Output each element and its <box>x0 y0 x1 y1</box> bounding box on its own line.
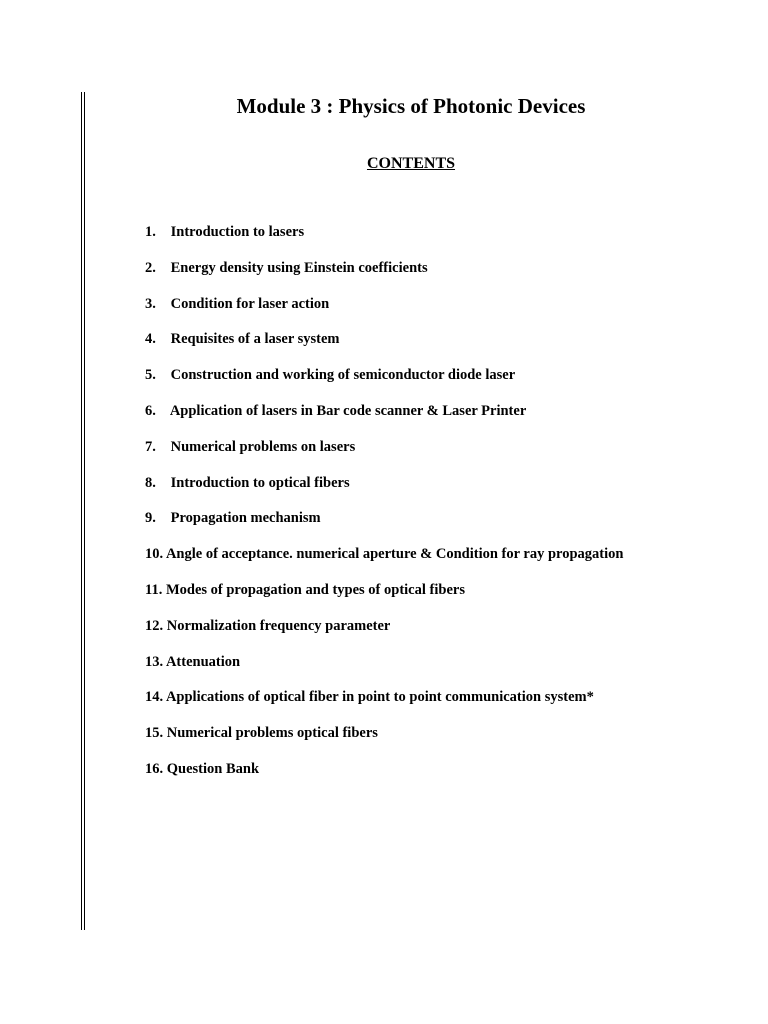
item-number: 13. <box>145 653 164 670</box>
item-number: 12. <box>145 617 164 634</box>
item-text: Propagation mechanism <box>170 510 321 527</box>
item-text: Requisites of a laser system <box>170 331 340 348</box>
item-number: 1. <box>145 224 156 240</box>
list-item <box>145 473 623 509</box>
item-text: Energy density using Einstein coefficients <box>170 259 428 276</box>
item-number: 10. <box>145 546 164 563</box>
item-number: 5. <box>145 367 156 384</box>
item-number: 6. <box>145 402 156 419</box>
item-number: 16. <box>145 760 164 777</box>
item-text: Construction and working of semiconductor diode laser <box>170 367 516 384</box>
table-of-contents <box>145 222 623 795</box>
list-item <box>145 616 623 652</box>
list-item <box>145 365 623 401</box>
item-text: Attenuation <box>165 653 241 670</box>
list-item <box>145 258 623 294</box>
list-item <box>145 723 623 759</box>
list-item <box>145 544 623 580</box>
page-title: Module 3 : Physics of Photonic Devices <box>236 94 586 118</box>
list-item <box>145 759 623 795</box>
item-text: Numerical problems on lasers <box>170 438 356 455</box>
list-item <box>145 294 623 330</box>
item-number: 14. <box>145 689 164 706</box>
item-number: 15. <box>145 725 164 742</box>
list-item <box>145 652 623 688</box>
item-number: 8. <box>145 474 156 491</box>
item-number: 4. <box>145 331 156 348</box>
margin-double-rule <box>81 92 85 930</box>
list-item <box>145 329 623 365</box>
item-number: 7. <box>145 438 156 455</box>
item-number: 3. <box>145 295 156 312</box>
item-number: 9. <box>145 510 156 527</box>
item-text: Application of lasers in Bar code scanner & Laser Printer <box>169 402 527 419</box>
item-text: Angle of acceptance. numerical aperture & Condition for ray propagation <box>165 546 624 563</box>
item-number: 11. <box>145 581 163 598</box>
item-text: Modes of propagation and types of optical fibers <box>165 581 465 598</box>
item-text: Introduction to optical fibers <box>170 474 350 491</box>
item-text: Numerical problems optical fibers <box>166 725 378 742</box>
list-item <box>145 687 623 723</box>
contents-heading: CONTENTS <box>366 155 456 172</box>
item-text: Normalization frequency parameter <box>166 617 391 634</box>
item-number: 2. <box>145 259 156 276</box>
item-text: Applications of optical fiber in point to point communication system* <box>165 689 594 706</box>
item-text: Introduction to lasers <box>170 224 305 240</box>
list-item <box>145 437 623 473</box>
list-item <box>145 580 623 616</box>
list-item <box>145 401 623 437</box>
item-text: Question Bank <box>166 760 260 777</box>
item-text: Condition for laser action <box>170 295 330 312</box>
list-item <box>145 508 623 544</box>
list-item <box>145 222 623 258</box>
